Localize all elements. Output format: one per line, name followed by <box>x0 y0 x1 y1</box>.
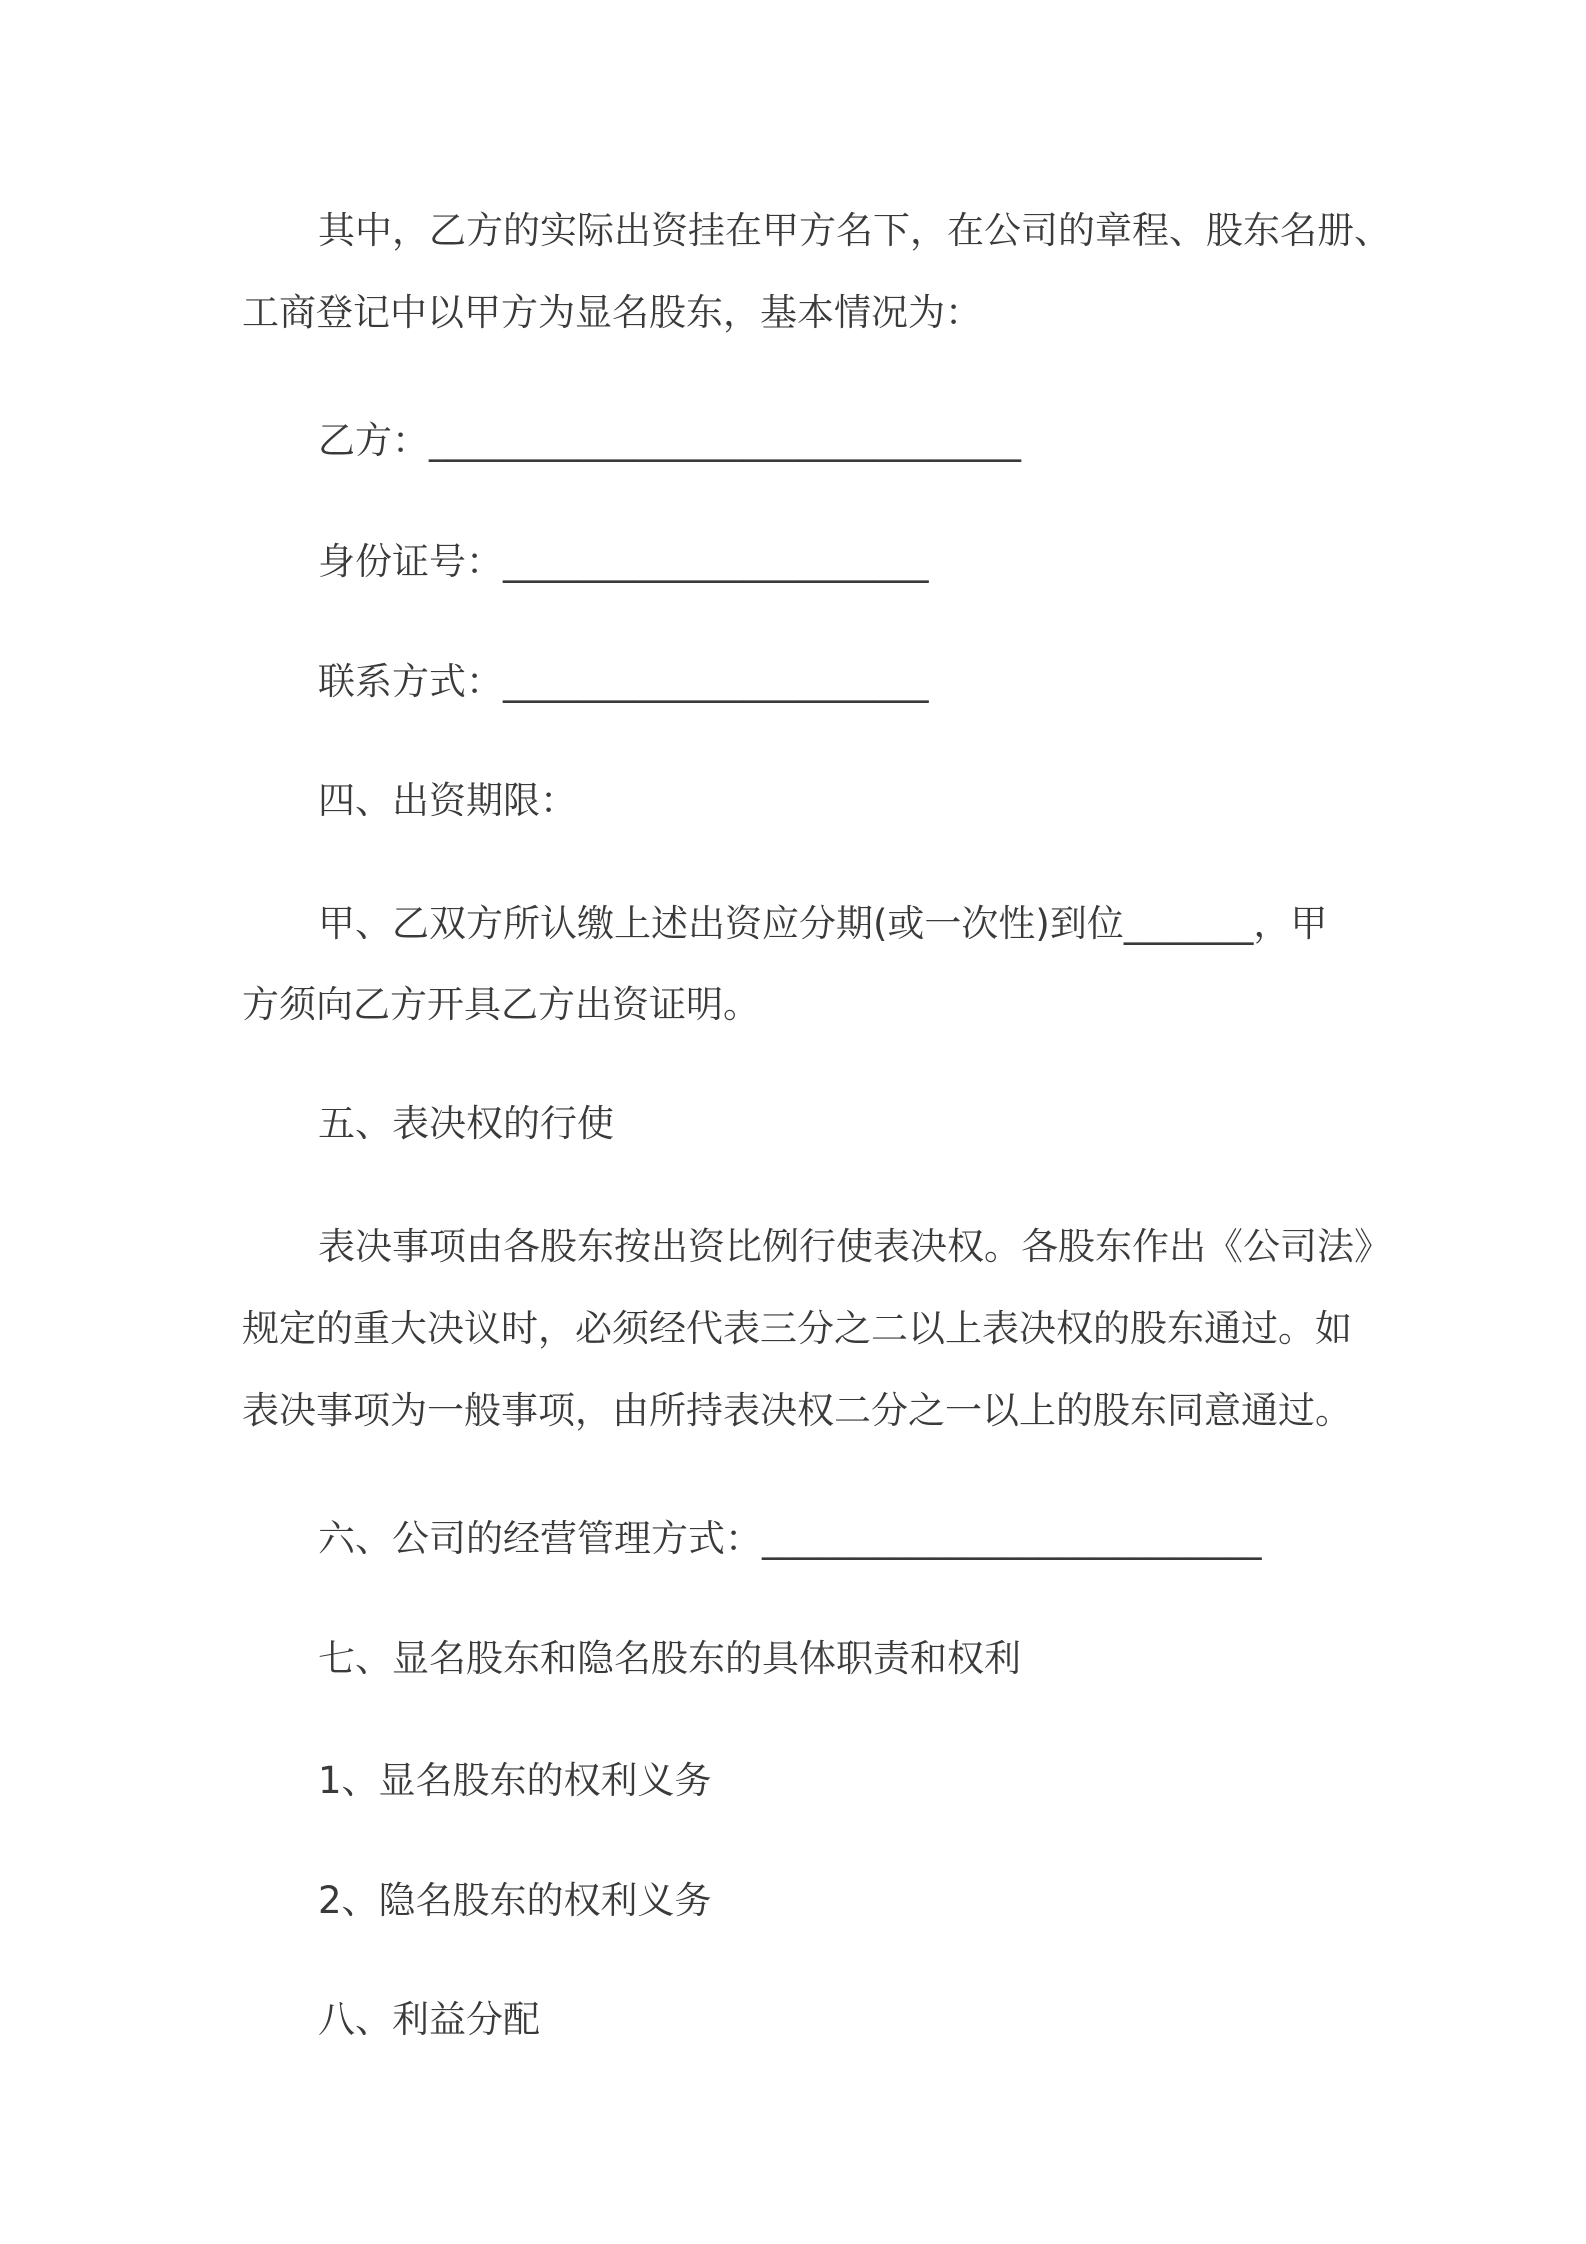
item-1: 1、显名股东的权利义务 <box>318 1759 712 1802</box>
paragraph-holder-line-2: 工商登记中以甲方为显名股东，基本情况为： <box>242 291 982 334</box>
item-2: 2、隐名股东的权利义务 <box>318 1879 712 1922</box>
section-5-heading: 五、表决权的行使 <box>318 1102 614 1145</box>
paragraph-holder-line-1: 其中，乙方的实际出资挂在甲方名下，在公司的章程、股东名册、 <box>318 209 1391 252</box>
section-8-heading: 八、利益分配 <box>318 1998 540 2041</box>
contact-field: 联系方式：_______________________ <box>318 660 929 703</box>
paragraph-voting-line-3: 表决事项为一般事项，由所持表决权二分之一以上的股东同意通过。 <box>242 1389 1352 1432</box>
paragraph-contribution-line-1: 甲、乙双方所认缴上述出资应分期(或一次性)到位_______，甲 <box>318 902 1328 945</box>
section-4-heading: 四、出资期限： <box>318 779 577 822</box>
paragraph-voting-line-1: 表决事项由各股东按出资比例行使表决权。各股东作出《公司法》 <box>318 1225 1391 1268</box>
section-7-heading: 七、显名股东和隐名股东的具体职责和权利 <box>318 1637 1021 1680</box>
party-b-field: 乙方：________________________________ <box>318 419 1021 462</box>
id-number-field: 身份证号：_______________________ <box>318 540 929 583</box>
paragraph-voting-line-2: 规定的重大决议时，必须经代表三分之二以上表决权的股东通过。如 <box>242 1307 1352 1350</box>
paragraph-contribution-line-2: 方须向乙方开具乙方出资证明。 <box>242 983 760 1026</box>
section-6-heading: 六、公司的经营管理方式：___________________________ <box>318 1517 1262 1560</box>
